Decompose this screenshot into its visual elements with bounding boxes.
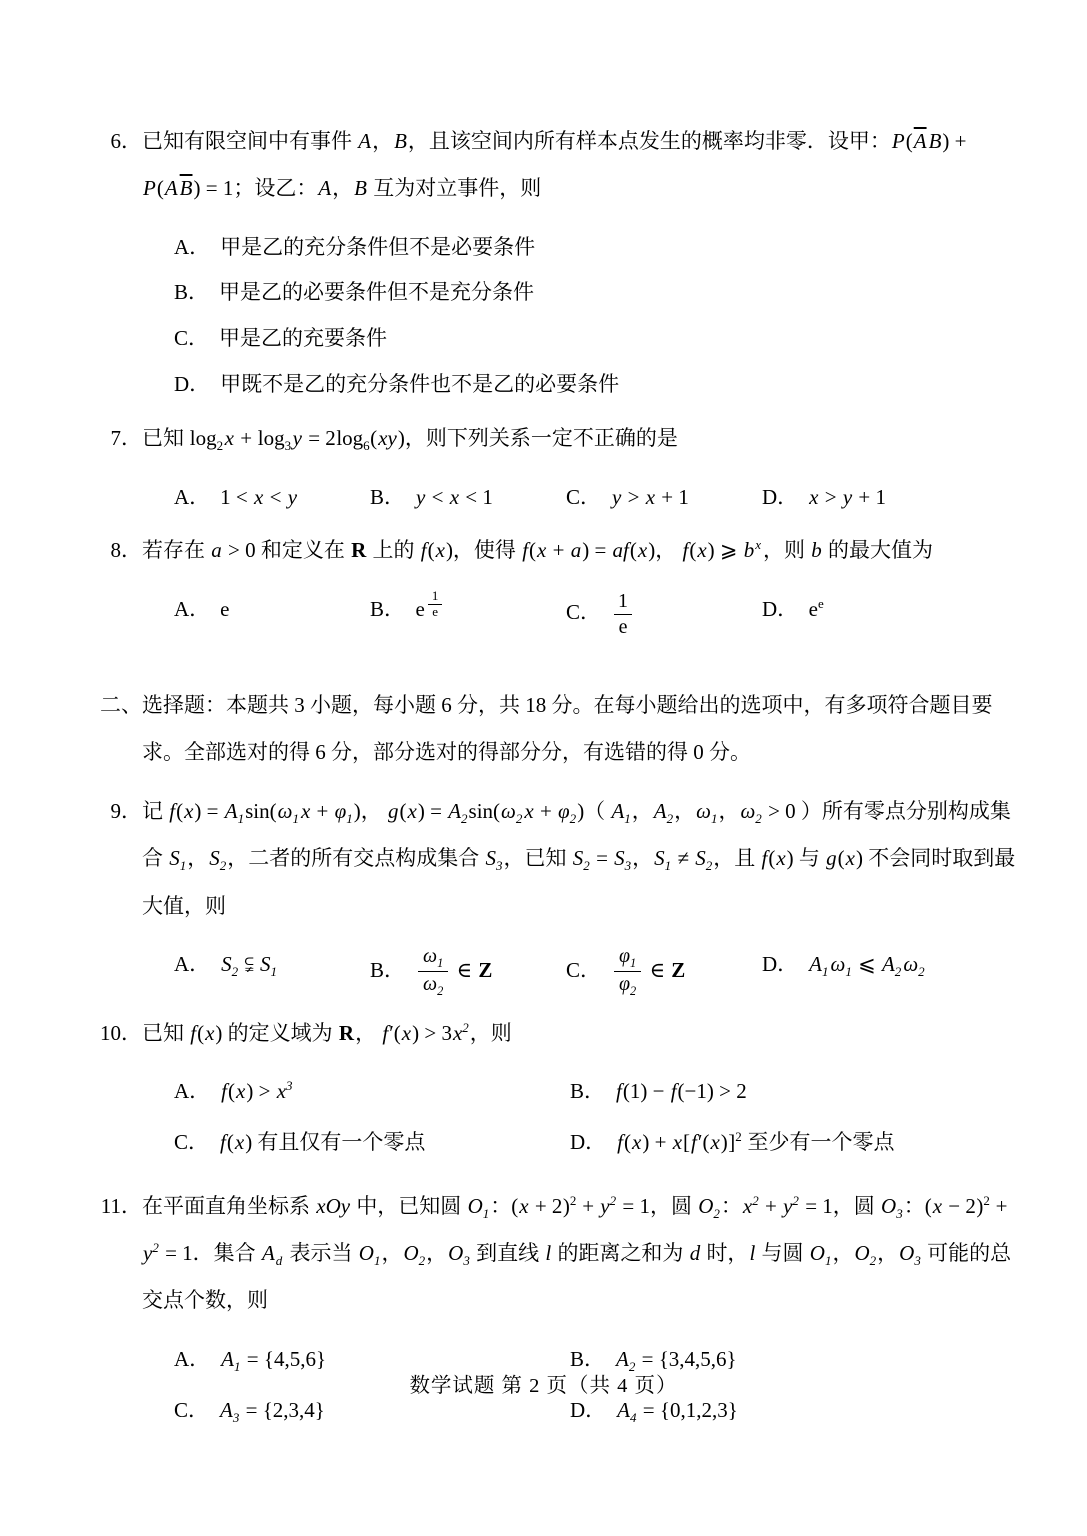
question-text: 记 $f(x) = A_1\sin(\omega_1x + \varphi_1)$， $g(x) = A_2\sin(\omega_2x + \varphi_2)$（ $A_1$，$A_2$，$\omega_1$，$\omega_2 > 0$ ）所有零点分别构成集合 $S_1$，$S_2$，二者的所有交点构成集合 $S_3$，已知 $S_2 = S_3$，$S_1 \ne S_2$，且 f(x) 与 g(x) 不会同时取到最大值，则: [142, 799, 1016, 918]
option-text: f(1) − f(−1) > 2: [616, 1078, 747, 1103]
option-text: $e^e$: [808, 595, 824, 621]
option-label: C．: [174, 1129, 210, 1154]
option-label: D．: [570, 1397, 607, 1422]
option-label: D．: [570, 1129, 607, 1154]
question-6-stem: [85, 118, 1029, 213]
question-text: 已知 f(x) 的定义域为 R， $f'(x) > 3x^2$，则: [142, 1019, 512, 1045]
option-label: D．: [762, 596, 799, 621]
option-text: $A_3 = \{2,3,4\}$: [220, 1397, 325, 1425]
option-text: f(x) 有且仅有一个零点: [220, 1129, 426, 1154]
option-label: A．: [174, 596, 211, 621]
question-11: [85, 1183, 1029, 1441]
question-text: 已知有限空间中有事件 A，B，且该空间内所有样本点发生的概率均非零．设甲：$P(\overline{A}B) + P(A\overline{B}) = 1$；设乙：A，B 互为对立事件，则: [142, 129, 967, 201]
option-d: [762, 477, 886, 518]
option-text: x > y + 1: [809, 484, 887, 509]
option-a: [174, 944, 370, 985]
option-b: [370, 477, 566, 518]
option-label: A．: [174, 1078, 211, 1103]
option-label: C．: [566, 599, 602, 624]
option-text: $f(x) > x^3$: [221, 1077, 293, 1103]
option-label: C．: [174, 326, 210, 351]
option-label: A．: [174, 1346, 211, 1371]
option-label: D．: [762, 951, 799, 976]
option-d: [762, 589, 824, 630]
option-text: $\frac{1}{e}$: [611, 600, 635, 624]
section-2-header: [85, 682, 1029, 777]
option-a: [174, 589, 370, 630]
question-6: [85, 118, 1029, 405]
question-8-options: [174, 589, 1029, 640]
option-text: y > x + 1: [612, 484, 689, 509]
option-label: C．: [566, 484, 602, 509]
question-7-options: [174, 477, 1029, 518]
option-label: A．: [174, 484, 211, 509]
question-8: [85, 527, 1029, 639]
section-instructions: 选择题：本题共 3 小题，每小题 6 分，共 18 分。在每小题给出的选项中，有多项符合题目要求。全部选对的得 6 分，部分选对的得部分分，有选错的得 0 分。: [142, 692, 993, 764]
question-9-stem: [85, 788, 1029, 930]
option-text: y < x < 1: [416, 484, 493, 509]
question-number: 10．: [100, 1020, 142, 1045]
option-b: [370, 944, 566, 1000]
page-footer: 数学试题 第 2 页（共 4 页）: [409, 1375, 678, 1397]
option-text: $A_4 = \{0,1,2,3\}$: [617, 1397, 738, 1425]
question-text: 在平面直角坐标系 xOy 中，已知圆 $O_1$：$(x + 2)^2 + y^2 = 1$，圆 $O_2$：$x^2 + y^2 = 1$，圆 $O_3$：$(x - 2)^2 + y^2 = 1$．集合 $A_d$ 表示当 $O_1$，$O_2$，$O_3$ 到直线 l 的距离之和为 d 时，l 与圆 $O_1$，$O_2$，$O_3$ 可能的总交点个数，则: [142, 1192, 1012, 1313]
option-text: e $^{\frac{1}{e}}$: [415, 597, 446, 621]
question-9: [85, 788, 1029, 1000]
option-label: B．: [370, 484, 406, 509]
question-7-stem: [85, 415, 1029, 462]
option-label: C．: [566, 957, 602, 982]
question-11-stem: [85, 1183, 1029, 1325]
option-d: [174, 364, 1029, 405]
question-10: [85, 1010, 1029, 1173]
option-label: A．: [174, 951, 211, 976]
option-text: $f(x) + x[f'(x)]^2$ 至少有一个零点: [617, 1128, 895, 1154]
option-text: 甲是乙的充分条件但不是必要条件: [220, 234, 536, 259]
question-10-stem: [85, 1010, 1029, 1057]
option-c: [566, 944, 762, 1000]
question-7: [85, 415, 1029, 517]
option-text: $A_1\omega_1$ ⩽ $A_2\omega_2$: [809, 951, 925, 979]
option-text: 甲是乙的充要条件: [219, 326, 388, 351]
question-number: 7．: [110, 426, 142, 451]
question-number: 6．: [110, 129, 142, 153]
question-number: 11．: [100, 1193, 142, 1218]
option-c: [566, 477, 762, 518]
option-c: [566, 589, 762, 640]
option-b: [174, 272, 1029, 313]
question-10-options: [174, 1071, 1029, 1173]
option-text: $\frac{\omega_1}{\omega_2}$ ∈ Z: [415, 958, 493, 982]
option-text: 1 < x < y: [220, 484, 298, 509]
option-label: C．: [174, 1397, 210, 1422]
question-text: 若存在 a > 0 和定义在 R 上的 f(x)，使得 f(x + a) = af(x)， f(x) ⩾ $b^x$，则 b 的最大值为: [142, 537, 934, 563]
option-c: [174, 318, 1029, 359]
question-text: 已知 $\log_2x + \log_3y = 2\log_6(xy)$，则下列关系一定不正确的是: [142, 426, 678, 454]
option-label: B．: [570, 1346, 606, 1371]
option-label: A．: [174, 234, 211, 259]
question-6-options: [174, 227, 1029, 406]
question-number: 8．: [110, 538, 142, 563]
option-b: [570, 1071, 966, 1112]
option-d: [570, 1122, 966, 1163]
option-label: B．: [370, 957, 406, 982]
question-9-options: [174, 944, 1029, 1000]
option-text: $A_1 = \{4,5,6\}$: [221, 1346, 327, 1374]
option-label: B．: [174, 280, 210, 305]
option-text: $S_2$ ⫋ $S_1$: [221, 951, 277, 979]
option-text: $\frac{\varphi_1}{\varphi_2}$ ∈ Z: [611, 958, 686, 982]
option-a: [174, 1071, 570, 1112]
option-a: [174, 227, 1029, 268]
option-c: [174, 1122, 570, 1163]
option-label: D．: [762, 484, 799, 509]
option-label: B．: [370, 596, 406, 621]
option-d: [762, 944, 926, 985]
question-8-stem: [85, 527, 1029, 574]
question-number: 9．: [110, 799, 142, 824]
option-label: D．: [174, 372, 211, 397]
section-number: 二、: [100, 692, 142, 717]
option-text: $A_2 = \{3,4,5,6\}$: [616, 1346, 737, 1374]
option-b: [370, 589, 566, 630]
option-text: e: [220, 596, 230, 621]
option-text: 甲既不是乙的充分条件也不是乙的必要条件: [220, 372, 620, 397]
option-label: B．: [570, 1078, 606, 1103]
option-text: 甲是乙的必要条件但不是充分条件: [219, 280, 535, 305]
option-a: [174, 477, 370, 518]
